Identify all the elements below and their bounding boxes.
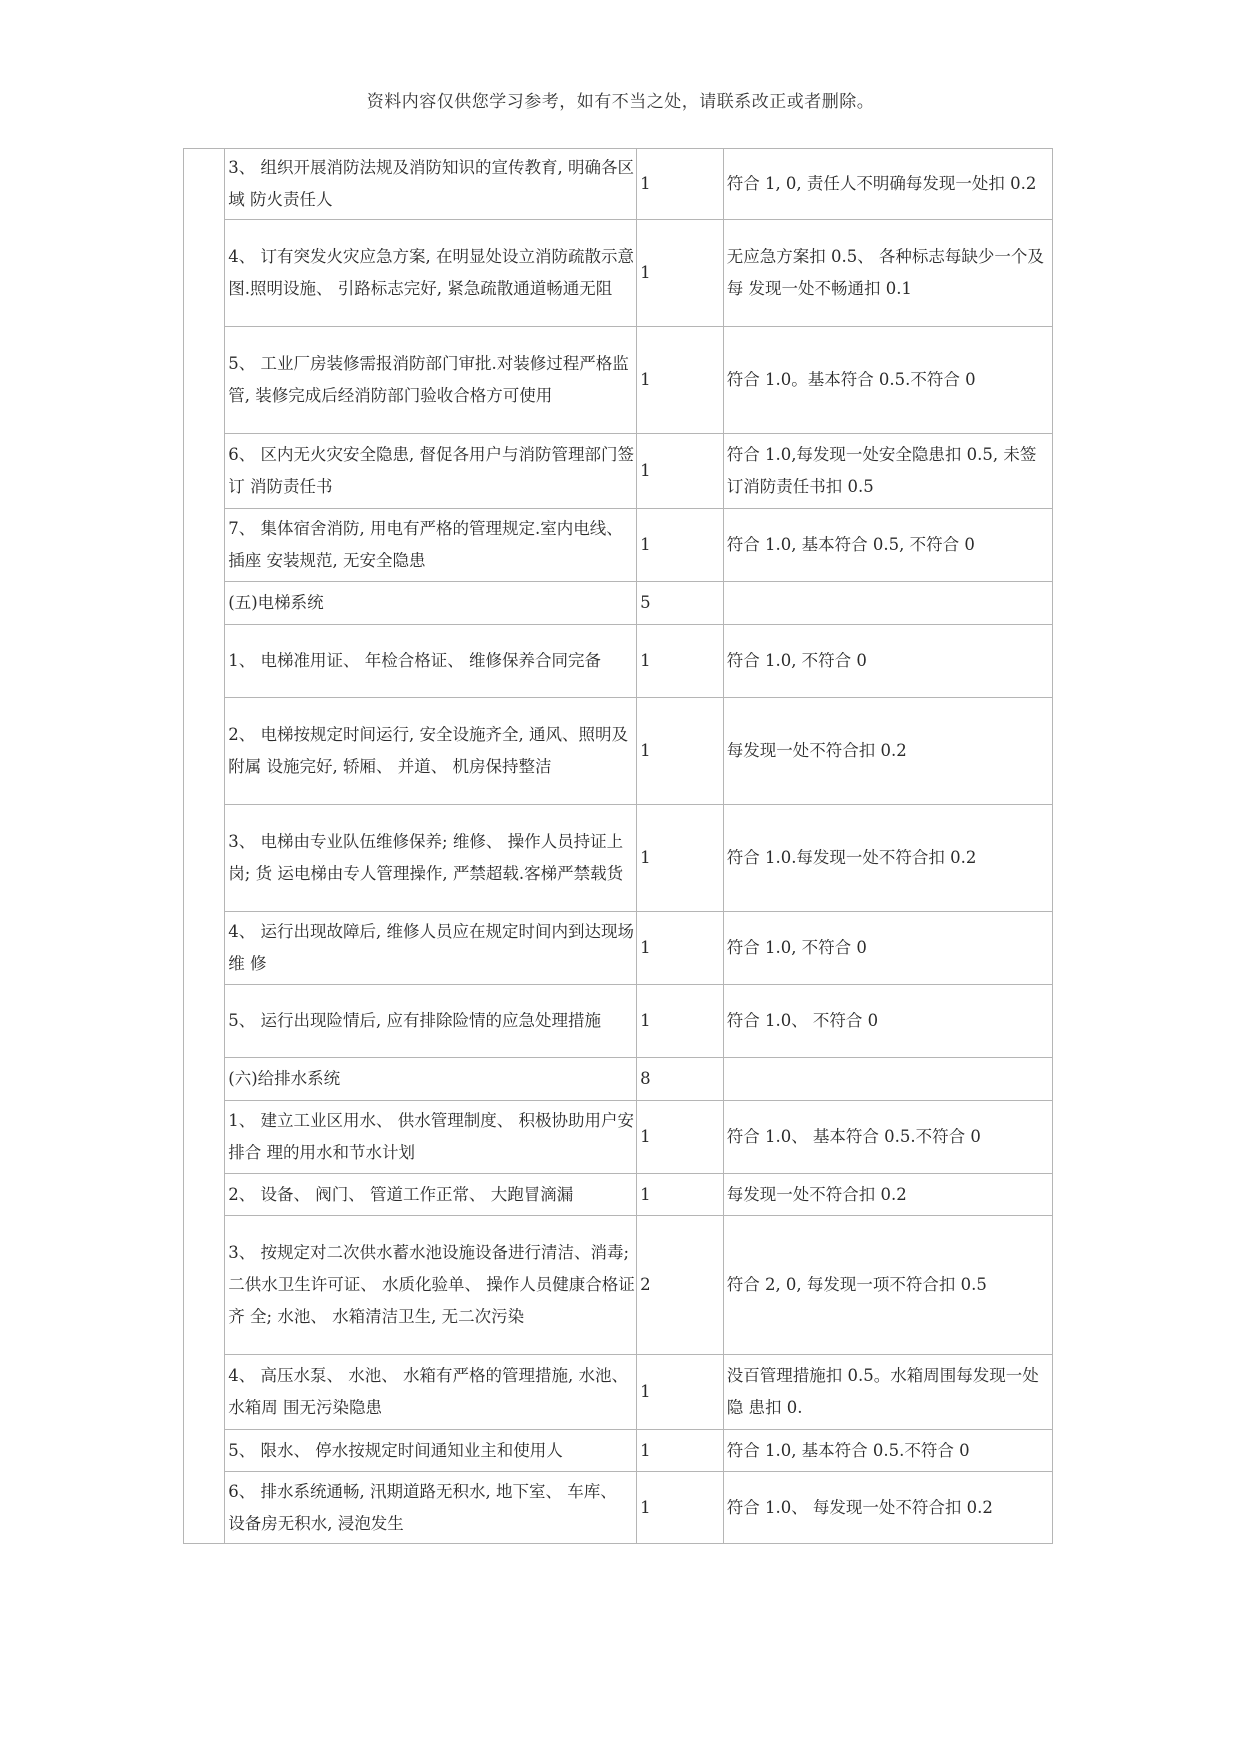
criteria-cell: 符合 1.0, 不符合 0	[723, 912, 1052, 985]
table-row	[184, 220, 1053, 327]
table-row	[184, 698, 1053, 805]
score-cell: 1	[637, 1355, 724, 1430]
table-row	[184, 582, 1053, 625]
item-cell: 5、 限水、 停水按规定时间通知业主和使用人	[225, 1430, 637, 1472]
criteria-cell: 符合 1.0,每发现一处安全隐患扣 0.5, 未签订消防责任书扣 0.5	[723, 434, 1052, 509]
item-cell: (六)给排水系统	[225, 1058, 637, 1101]
score-cell: 1	[637, 220, 724, 327]
item-cell: 3、 按规定对二次供水蓄水池设施设备进行清洁、消毒; 二供水卫生许可证、 水质化验单、 操作人员健康合格证齐 全; 水池、 水箱清洁卫生, 无二次污染	[225, 1216, 637, 1355]
criteria-cell: 符合 1.0, 不符合 0	[723, 625, 1052, 698]
score-cell: 1	[637, 698, 724, 805]
item-cell: 2、 电梯按规定时间运行, 安全设施齐全, 通风、照明及附属 设施完好, 轿厢、 并道、 机房保持整洁	[225, 698, 637, 805]
criteria-cell: 没百管理措施扣 0.5。水箱周围每发现一处隐 患扣 0.	[723, 1355, 1052, 1430]
table-row	[184, 509, 1053, 582]
table-row	[184, 1430, 1053, 1472]
item-cell: 2、 设备、 阀门、 管道工作正常、 大跑冒滴漏	[225, 1174, 637, 1216]
criteria-cell: 符合 1.0.每发现一处不符合扣 0.2	[723, 805, 1052, 912]
item-cell: 4、 高压水泵、 水池、 水箱有严格的管理措施, 水池、 水箱周 围无污染隐患	[225, 1355, 637, 1430]
criteria-cell	[723, 1058, 1052, 1101]
criteria-cell	[723, 582, 1052, 625]
criteria-cell: 符合 1.0。基本符合 0.5.不符合 0	[723, 327, 1052, 434]
score-cell: 1	[637, 149, 724, 220]
criteria-cell: 符合 1.0, 基本符合 0.5.不符合 0	[723, 1430, 1052, 1472]
item-cell: 4、 订有突发火灾应急方案, 在明显处设立消防疏散示意 图.照明设施、 引路标志完好, 紧急疏散通道畅通无阻	[225, 220, 637, 327]
score-cell: 1	[637, 509, 724, 582]
criteria-cell: 每发现一处不符合扣 0.2	[723, 1174, 1052, 1216]
item-cell: 7、 集体宿舍消防, 用电有严格的管理规定.室内电线、 插座 安装规范, 无安全隐患	[225, 509, 637, 582]
table-row	[184, 1216, 1053, 1355]
item-cell: 1、 建立工业区用水、 供水管理制度、 积极协助用户安排合 理的用水和节水计划	[225, 1101, 637, 1174]
assessment-table-body	[184, 149, 1053, 1544]
score-cell: 1	[637, 1430, 724, 1472]
table-row	[184, 434, 1053, 509]
item-cell: 5、 工业厂房装修需报消防部门审批.对装修过程严格监 管, 装修完成后经消防部门验收合格方可使用	[225, 327, 637, 434]
criteria-cell: 符合 1.0, 基本符合 0.5, 不符合 0	[723, 509, 1052, 582]
criteria-cell: 符合 1.0、 每发现一处不符合扣 0.2	[723, 1472, 1052, 1544]
item-cell: 4、 运行出现故障后, 维修人员应在规定时间内到达现场维 修	[225, 912, 637, 985]
score-cell: 1	[637, 327, 724, 434]
score-cell: 1	[637, 1472, 724, 1544]
item-cell: 5、 运行出现险情后, 应有排除险情的应急处理措施	[225, 985, 637, 1058]
table-row	[184, 805, 1053, 912]
table-row	[184, 625, 1053, 698]
score-cell: 1	[637, 912, 724, 985]
table-row	[184, 1101, 1053, 1174]
score-cell: 1	[637, 985, 724, 1058]
score-cell: 1	[637, 805, 724, 912]
score-cell: 2	[637, 1216, 724, 1355]
assessment-table	[183, 148, 1053, 1544]
item-cell: 6、 排水系统通畅, 汛期道路无积水, 地下室、 车库、 设备房无积水, 浸泡发生	[225, 1472, 637, 1544]
criteria-cell: 符合 2, 0, 每发现一项不符合扣 0.5	[723, 1216, 1052, 1355]
table-row	[184, 1355, 1053, 1430]
item-cell: 3、 电梯由专业队伍维修保养; 维修、 操作人员持证上岗; 货 运电梯由专人管理操作, 严禁超载.客梯严禁载货	[225, 805, 637, 912]
score-cell: 1	[637, 1101, 724, 1174]
item-cell: 6、 区内无火灾安全隐患, 督促各用户与消防管理部门签订 消防责任书	[225, 434, 637, 509]
score-cell: 1	[637, 1174, 724, 1216]
table-row	[184, 912, 1053, 985]
criteria-cell: 符合 1, 0, 责任人不明确每发现一处扣 0.2	[723, 149, 1052, 220]
criteria-cell: 无应急方案扣 0.5、 各种标志每缺少一个及每 发现一处不畅通扣 0.1	[723, 220, 1052, 327]
table-row	[184, 1472, 1053, 1544]
table-row	[184, 1174, 1053, 1216]
table-row	[184, 327, 1053, 434]
table-row	[184, 149, 1053, 220]
item-cell: 1、 电梯准用证、 年检合格证、 维修保养合同完备	[225, 625, 637, 698]
criteria-cell: 符合 1.0、 不符合 0	[723, 985, 1052, 1058]
score-cell: 5	[637, 582, 724, 625]
item-cell: (五)电梯系统	[225, 582, 637, 625]
item-cell: 3、 组织开展消防法规及消防知识的宣传教育, 明确各区域 防火责任人	[225, 149, 637, 220]
score-cell: 8	[637, 1058, 724, 1101]
score-cell: 1	[637, 434, 724, 509]
page-header-disclaimer: 资料内容仅供您学习参考，如有不当之处，请联系改正或者删除。	[366, 92, 875, 112]
table-row	[184, 1058, 1053, 1101]
table-row	[184, 985, 1053, 1058]
criteria-cell: 每发现一处不符合扣 0.2	[723, 698, 1052, 805]
criteria-cell: 符合 1.0、 基本符合 0.5.不符合 0	[723, 1101, 1052, 1174]
score-cell: 1	[637, 625, 724, 698]
category-cell	[184, 149, 225, 1544]
